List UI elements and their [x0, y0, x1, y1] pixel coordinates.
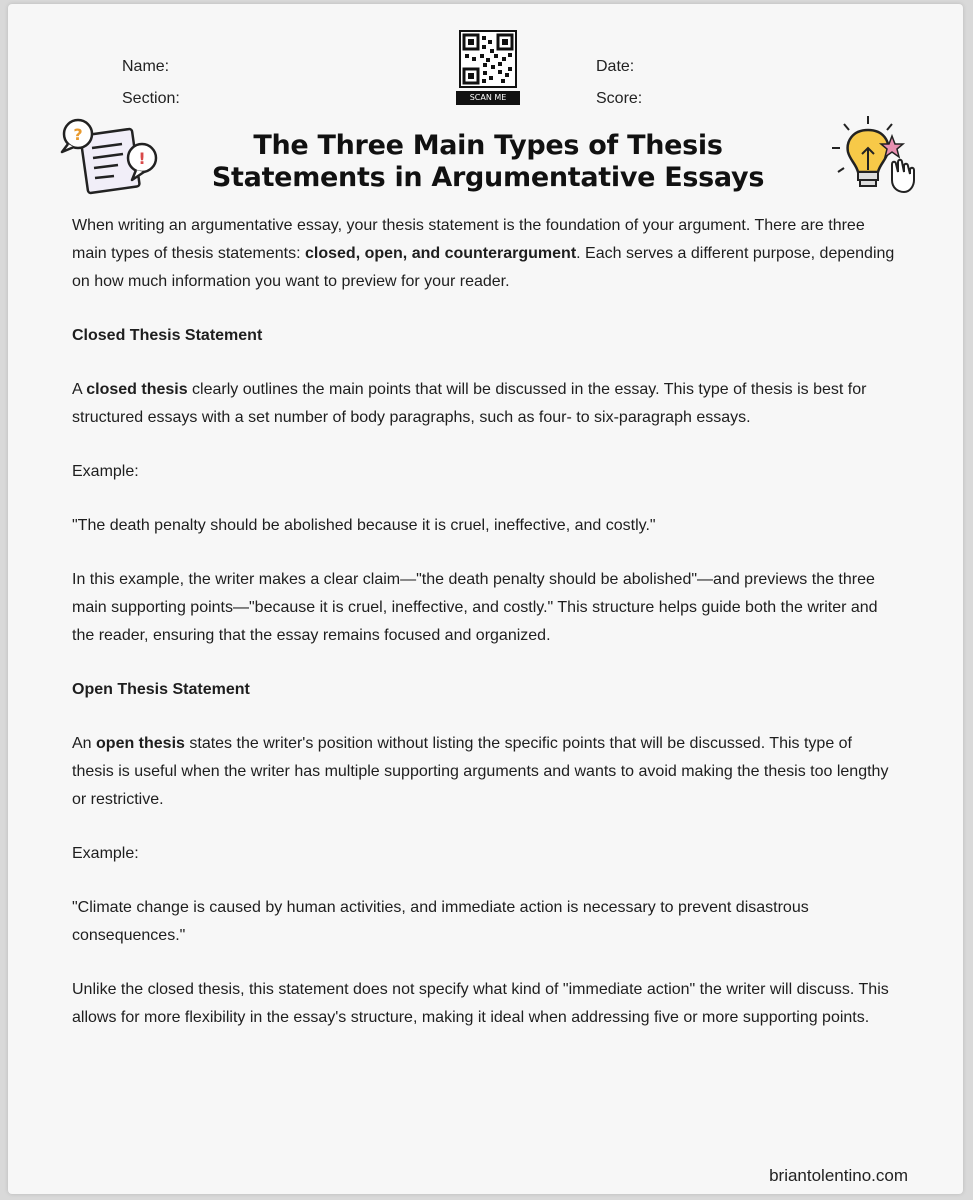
document-question-icon: [56, 116, 166, 196]
open-heading: Open Thesis Statement: [72, 681, 250, 698]
closed-example: "The death penalty should be abolished because it is cruel, ineffective, and costly.": [72, 517, 656, 534]
worksheet-title: [188, 130, 788, 194]
open-desc-pre: An: [72, 735, 97, 752]
qr-code-icon: [459, 30, 517, 88]
closed-explanation: In this example, the writer makes a clear claim—"the death penalty should be abolished"—and previews the three main supporting points—"because it is cruel, ineffective, and costly." This structure helps guide both the writer and the reader, ensuring that the essay remains focused and organized.: [72, 571, 878, 644]
title-line-1: The Three Main Types of Thesis: [253, 130, 723, 161]
intro-paragraph: [72, 212, 897, 296]
intro-bold-types: closed, open, and counterargument: [305, 245, 577, 262]
open-desc-bold: open thesis: [96, 735, 185, 752]
section-label: Section:: [122, 90, 180, 107]
open-description: [72, 730, 897, 814]
qr-caption: SCAN ME: [456, 91, 520, 105]
footer-website[interactable]: briantolentino.com: [769, 1166, 908, 1185]
open-example-label: Example:: [72, 845, 139, 862]
lightbulb-idea-icon: [830, 114, 916, 196]
closed-example-label: Example:: [72, 463, 139, 480]
intro-text-2: . Each serves a different purpose, depending on how much information you want to preview for your reader.: [72, 245, 895, 290]
title-line-2: Statements in Argumentative Essays: [211, 162, 765, 193]
qr-code[interactable]: [456, 30, 520, 108]
closed-desc-pre: A: [72, 381, 87, 398]
date-label: Date:: [596, 58, 635, 75]
name-label: Name:: [122, 58, 170, 75]
worksheet-page: [8, 4, 963, 1194]
closed-description: [72, 376, 897, 432]
worksheet-body: [72, 212, 897, 1032]
svg-text:?: ?: [73, 125, 83, 144]
closed-desc-bold: closed thesis: [86, 381, 188, 398]
score-label: Score:: [596, 90, 643, 107]
intro-text-1: When writing an argumentative essay, your thesis statement is the foundation of your argument. There are three main types of thesis statements:: [72, 217, 865, 262]
open-example: "Climate change is caused by human activities, and immediate action is necessary to prevent disastrous consequences.": [72, 899, 809, 944]
open-desc-post: states the writer's position without listing the specific points that will be discussed. This type of thesis is useful when the writer has multiple supporting arguments and wants to avoid making the thesis too lengthy or restrictive.: [72, 735, 889, 808]
open-explanation: Unlike the closed thesis, this statement does not specify what kind of "immediate action" the writer will discuss. This allows for more flexibility in the essay's structure, making it ideal when addressing five or more supporting points.: [72, 981, 889, 1026]
svg-text:!: !: [138, 149, 146, 168]
closed-desc-post: clearly outlines the main points that will be discussed in the essay. This type of thesis is best for structured essays with a set number of body paragraphs, such as four- to six-paragraph essays.: [72, 381, 867, 426]
closed-heading: Closed Thesis Statement: [72, 327, 263, 344]
